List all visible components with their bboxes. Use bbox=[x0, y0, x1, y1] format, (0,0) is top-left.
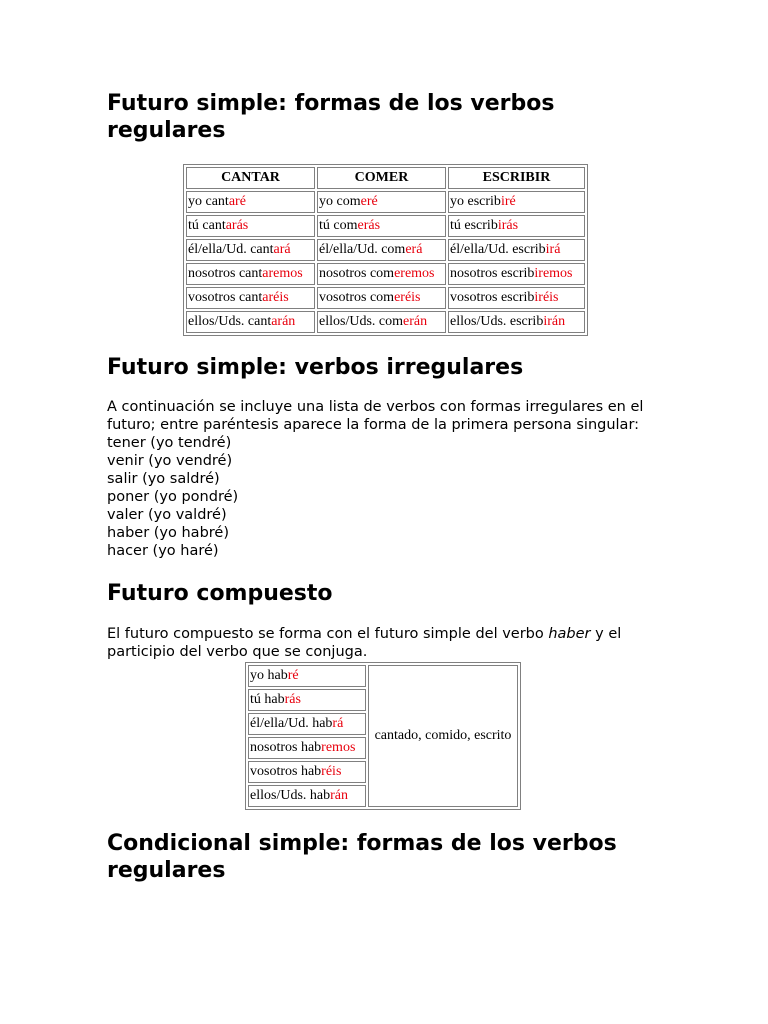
table-row bbox=[186, 215, 585, 237]
section-title-condicional-simple: Condicional simple: formas de los verbos regulares bbox=[107, 831, 617, 883]
compound-table-wrapper bbox=[245, 662, 667, 810]
section-title-futuro-irregulares: Futuro simple: verbos irregulares bbox=[107, 355, 524, 380]
regular-verbs-table-wrapper bbox=[183, 164, 667, 336]
conjugation-cell: nosotros habremos bbox=[248, 737, 366, 759]
conjugation-cell: yo cantaré bbox=[186, 191, 315, 213]
conjugation-cell: tú habrás bbox=[248, 689, 366, 711]
conjugation-cell: él/ella/Ud. cantará bbox=[186, 239, 315, 261]
conjugation-cell: vosotros habréis bbox=[248, 761, 366, 783]
conjugation-cell: él/ella/Ud. comerá bbox=[317, 239, 446, 261]
list-item: salir (yo saldré) bbox=[107, 471, 220, 487]
conjugation-cell: ellos/Uds. cantarán bbox=[186, 311, 315, 333]
conjugation-cell: nosotros cantaremos bbox=[186, 263, 315, 285]
conjugation-cell: él/ella/Ud. escribirá bbox=[448, 239, 585, 261]
conjugation-cell: yo comeré bbox=[317, 191, 446, 213]
compound-future-table bbox=[245, 662, 521, 810]
conjugation-cell: vosotros escribiréis bbox=[448, 287, 585, 309]
conjugation-cell: ellos/Uds. habrán bbox=[248, 785, 366, 807]
conjugation-cell: vosotros comeréis bbox=[317, 287, 446, 309]
list-item: haber (yo habré) bbox=[107, 525, 229, 541]
column-header-cantar: CANTAR bbox=[186, 167, 315, 189]
document-page bbox=[107, 90, 667, 884]
table-row bbox=[186, 311, 585, 333]
conjugation-cell: nosotros escribiremos bbox=[448, 263, 585, 285]
table-row bbox=[186, 191, 585, 213]
conjugation-cell: ellos/Uds. comerán bbox=[317, 311, 446, 333]
compuesto-intro-paragraph: El futuro compuesto se forma con el futuro simple del verbo haber y el participio del verbo que se conjuga. bbox=[107, 626, 622, 660]
participles-cell: cantado, comido, escrito bbox=[368, 665, 518, 807]
conjugation-cell: vosotros cantaréis bbox=[186, 287, 315, 309]
conjugation-cell: yo habré bbox=[248, 665, 366, 687]
list-item: hacer (yo haré) bbox=[107, 543, 219, 559]
column-header-escribir: ESCRIBIR bbox=[448, 167, 585, 189]
list-item: tener (yo tendré) bbox=[107, 435, 232, 451]
conjugation-cell: nosotros comeremos bbox=[317, 263, 446, 285]
list-item: venir (yo vendré) bbox=[107, 453, 233, 469]
table-row bbox=[186, 263, 585, 285]
irregular-verbs-list bbox=[107, 434, 667, 560]
conjugation-cell: él/ella/Ud. habrá bbox=[248, 713, 366, 735]
conjugation-cell: yo escribiré bbox=[448, 191, 585, 213]
table-row bbox=[186, 287, 585, 309]
table-row bbox=[186, 239, 585, 261]
section-title-futuro-simple-regulares: Futuro simple: formas de los verbos regulares bbox=[107, 91, 555, 143]
column-header-comer: COMER bbox=[317, 167, 446, 189]
list-item: poner (yo pondré) bbox=[107, 489, 239, 505]
regular-verbs-table bbox=[183, 164, 588, 336]
conjugation-cell: ellos/Uds. escribirán bbox=[448, 311, 585, 333]
conjugation-cell: tú comerás bbox=[317, 215, 446, 237]
irregular-intro-paragraph: A continuación se incluye una lista de verbos con formas irregulares en el futuro; entre paréntesis aparece la forma de la primera persona singular: bbox=[107, 399, 644, 433]
table-header-row bbox=[186, 167, 585, 189]
conjugation-cell: tú cantarás bbox=[186, 215, 315, 237]
list-item: valer (yo valdré) bbox=[107, 507, 227, 523]
table-row bbox=[248, 665, 518, 687]
conjugation-cell: tú escribirás bbox=[448, 215, 585, 237]
section-title-futuro-compuesto: Futuro compuesto bbox=[107, 581, 333, 606]
